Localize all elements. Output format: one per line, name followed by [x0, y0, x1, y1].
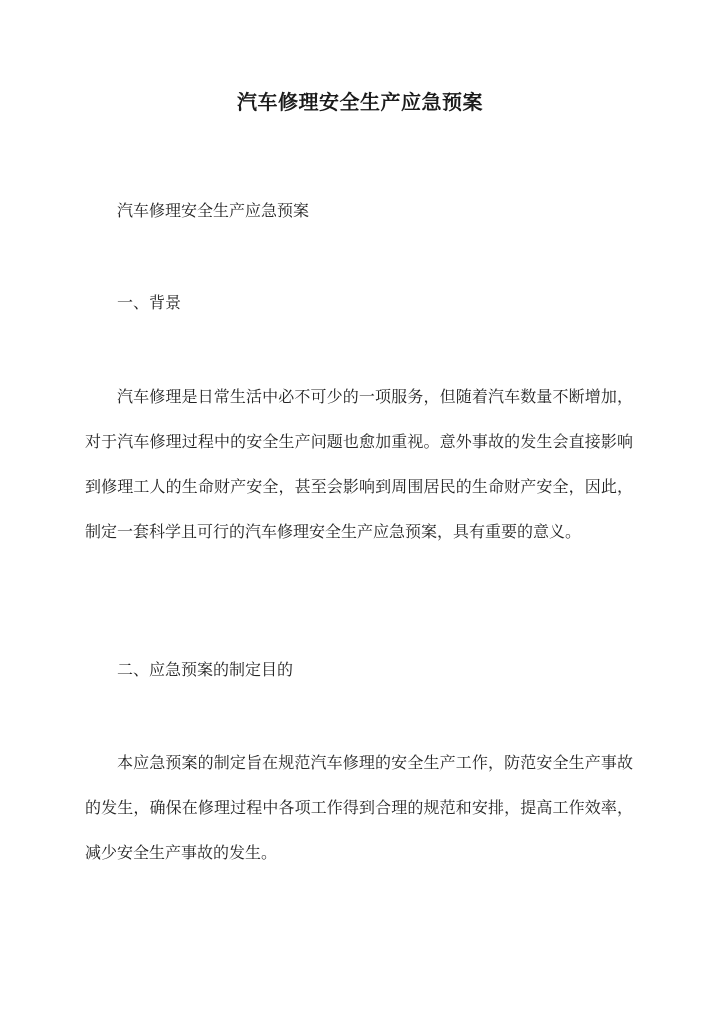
section-heading-background: 一、背景 — [117, 293, 182, 312]
document-subtitle: 汽车修理安全生产应急预案 — [117, 201, 310, 220]
section-paragraph-background: 汽车修理是日常生活中必不可少的一项服务，但随着汽车数量不断增加，对于汽车修理过程中的安全生产问题也愈加重视。意外事故的发生会直接影响到修理工人的生命财产安全，甚至会影响到周围居民的生命财产安全，因此，制定一套科学且可行的汽车修理安全生产应急预案，具有重要的意义。 — [85, 387, 633, 541]
section-heading-purpose: 二、应急预案的制定目的 — [117, 660, 294, 679]
section-paragraph-purpose: 本应急预案的制定旨在规范汽车修理的安全生产工作，防范安全生产事故的发生，确保在修理过程中各项工作得到合理的规范和安排，提高工作效率，减少安全生产事故的发生。 — [85, 753, 633, 862]
document-title: 汽车修理安全生产应急预案 — [237, 90, 483, 114]
